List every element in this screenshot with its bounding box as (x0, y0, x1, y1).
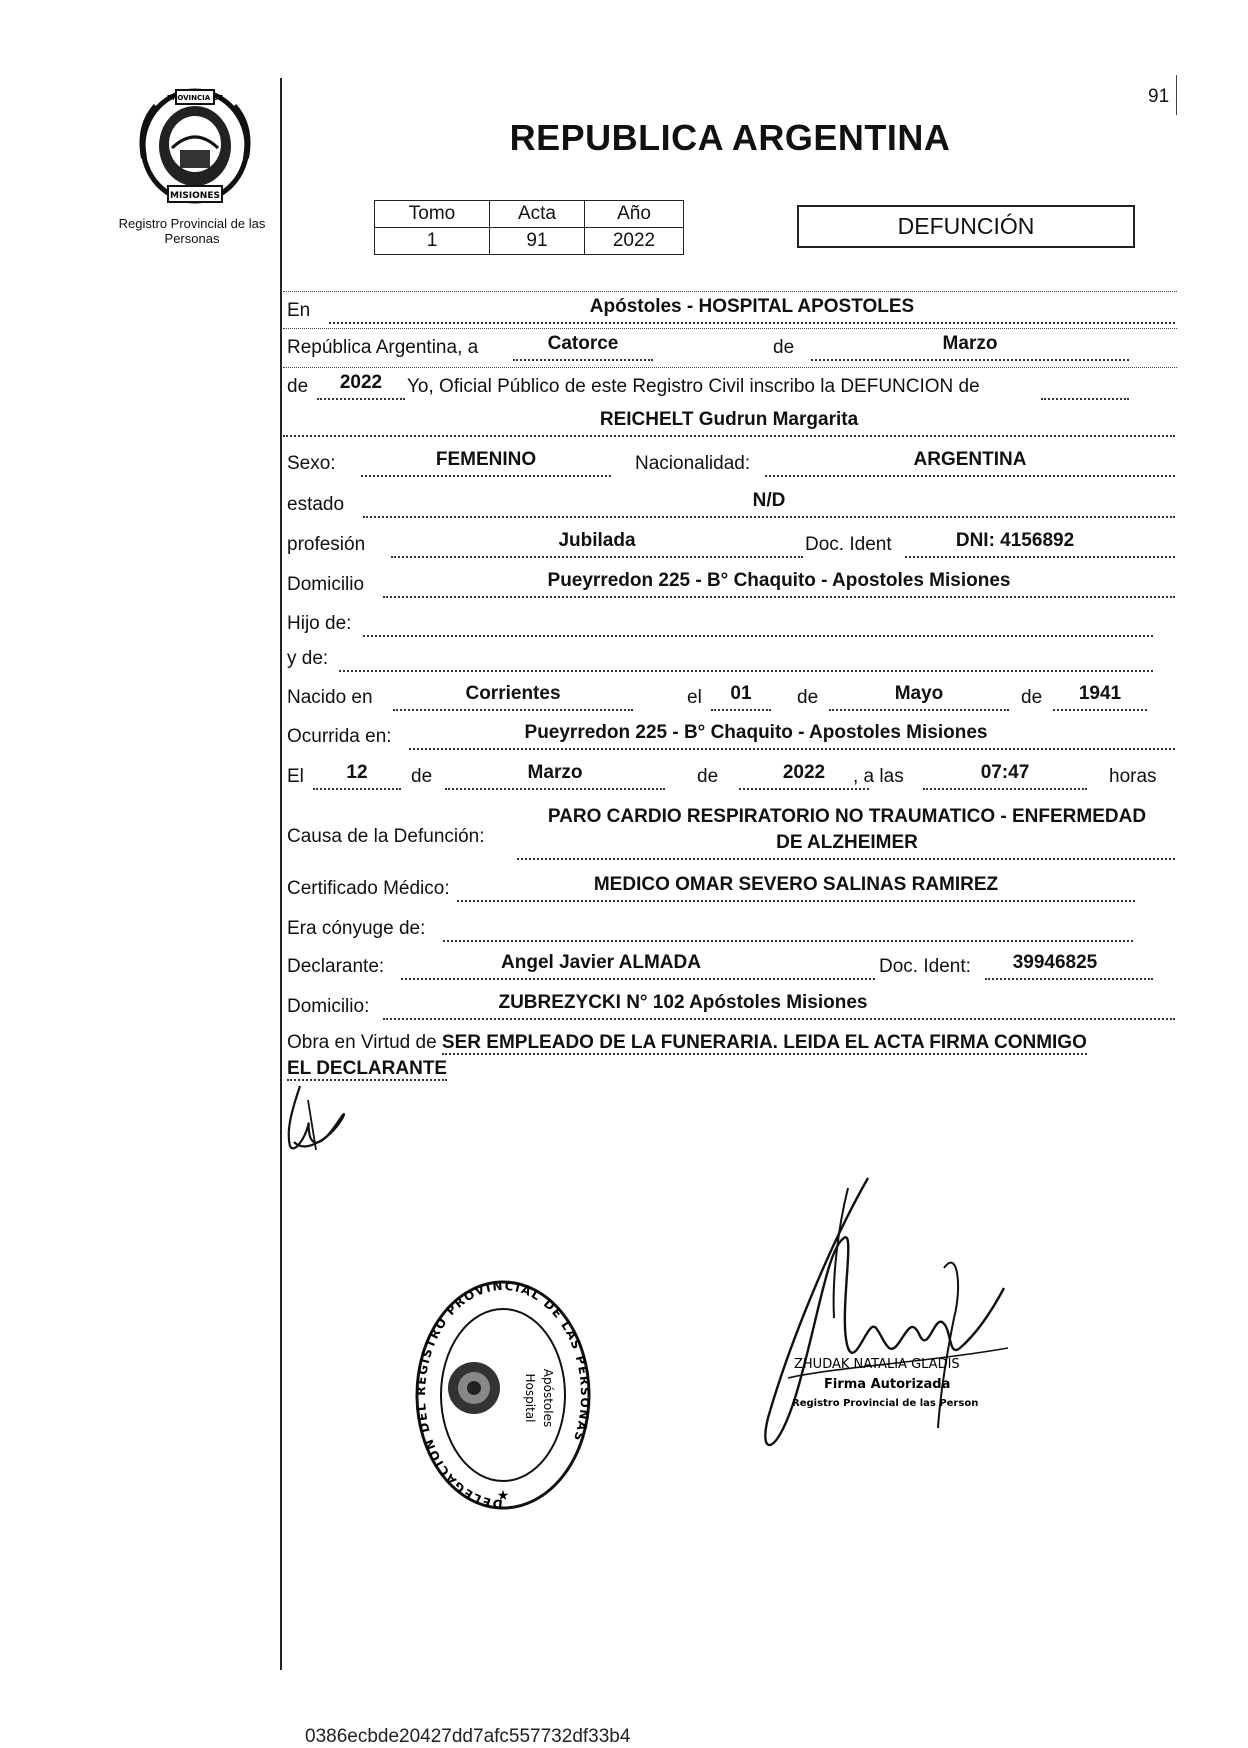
label-certificado: Certificado Médico: (287, 878, 450, 899)
label-conyuge: Era cónyuge de: (287, 918, 426, 939)
fill-line (329, 322, 1175, 324)
label-profesion: profesión (287, 534, 366, 555)
label-obra-en-virtud: Obra en Virtud de (287, 1032, 437, 1053)
fill-line (361, 475, 611, 477)
row-place (283, 291, 1177, 328)
value-cause-line1: PARO CARDIO RESPIRATORIO NO TRAUMATICO - ENFERMEDAD (547, 806, 1147, 827)
fill-line (383, 1018, 1175, 1020)
fill-line (1041, 398, 1129, 400)
value-declarant-address: ZUBREZYCKI N° 102 Apóstoles Misiones (498, 992, 868, 1013)
label-de: de (797, 687, 819, 708)
value-virtue-line2: EL DECLARANTE (287, 1058, 448, 1079)
fill-line (409, 748, 1175, 750)
declarant-signature (282, 1080, 362, 1160)
value-declarant-document: 39946825 (1012, 952, 1098, 973)
label-nacido-en: Nacido en (287, 687, 373, 708)
value-death-day: 12 (346, 762, 368, 783)
value-birth-place: Corrientes (465, 683, 561, 704)
row-father (283, 605, 1177, 641)
table-value-anio: 2022 (585, 228, 684, 255)
row-civil-status (283, 486, 1177, 522)
value-birth-month: Mayo (894, 683, 944, 704)
value-virtue-line1: SER EMPLEADO DE LA FUNERARIA. LEIDA EL ACTA FIRMA CONMIGO (441, 1032, 1087, 1053)
page-number: 91 (1148, 86, 1170, 107)
fill-line (739, 788, 869, 790)
row-sex-nationality (283, 445, 1177, 481)
row-virtue (287, 1030, 1181, 1082)
fill-line (363, 516, 1175, 518)
value-profession: Jubilada (558, 530, 636, 551)
label-causa: Causa de la Defunción: (287, 826, 485, 847)
value-death-month: Marzo (527, 762, 583, 783)
stamp-inner-text-1: Hospital (523, 1373, 537, 1423)
signature-role: Firma Autorizada (824, 1377, 951, 1392)
seal-text-bottom: MISIONES (170, 191, 220, 201)
signature-office: Registro Provincial de las Person (792, 1398, 979, 1409)
fill-line (923, 788, 1087, 790)
row-medical-certificate (283, 870, 1177, 906)
row-address (283, 566, 1177, 602)
fill-line (711, 709, 771, 711)
stamp-inner-text-2: Apóstoles (541, 1368, 555, 1428)
row-death-date (283, 758, 1177, 794)
value-civil-status: N/D (752, 490, 786, 511)
fill-line (401, 978, 875, 980)
value-death-place: Pueyrredon 225 - B° Chaquito - Apostoles Misiones (524, 722, 988, 743)
fill-line (457, 900, 1135, 902)
label-a-las: , a las (853, 766, 904, 787)
value-birth-year: 1941 (1078, 683, 1122, 704)
label-el: el (687, 687, 702, 708)
record-type-box: DEFUNCIÓN (797, 205, 1135, 248)
label-estado: estado (287, 494, 345, 515)
value-death-year: 2022 (782, 762, 826, 783)
label-sexo: Sexo: (287, 453, 336, 474)
label-hijo-de: Hijo de: (287, 613, 352, 634)
value-nationality: ARGENTINA (913, 449, 1027, 470)
fill-line (339, 670, 1153, 672)
table-header-acta: Acta (490, 201, 585, 228)
label-de: de (287, 376, 309, 397)
label-declarante: Declarante: (287, 956, 385, 977)
label-domicilio: Domicilio (287, 574, 365, 595)
value-death-time: 07:47 (980, 762, 1030, 783)
row-mother (283, 640, 1177, 676)
value-declarant: Angel Javier ALMADA (501, 952, 701, 973)
table-value-acta: 91 (490, 228, 585, 255)
fill-line (985, 978, 1153, 980)
left-margin-line (280, 78, 282, 1670)
value-year: 2022 (339, 372, 383, 393)
star-icon: ★ (496, 1487, 510, 1503)
fill-line (313, 788, 401, 790)
row-cause (283, 802, 1177, 864)
value-deceased-name: REICHELT Gudrun Margarita (599, 409, 859, 430)
value-place: Apóstoles - HOSPITAL APOSTOLES (589, 296, 915, 317)
value-sex: FEMENINO (435, 449, 537, 470)
row-declarant (283, 948, 1177, 984)
row-profession (283, 526, 1177, 562)
fill-line (829, 709, 1009, 711)
label-doc-ident: Doc. Ident: (879, 956, 971, 977)
fill-line (443, 940, 1133, 942)
row-deceased-name (283, 405, 1177, 441)
row-birth (283, 679, 1177, 715)
label-domicilio: Domicilio: (287, 996, 370, 1017)
label-republica: República Argentina, a (287, 337, 479, 358)
fill-line (393, 709, 633, 711)
seal-text-top: PROVINCIA DE (166, 94, 224, 102)
registry-caption: Registro Provincial de las Personas (118, 216, 266, 246)
fill-line (363, 635, 1153, 637)
fill-line (383, 596, 1175, 598)
label-de: de (411, 766, 433, 787)
row-death-place (283, 718, 1177, 754)
fill-line (905, 556, 1175, 558)
document-hash: 0386ecbde20427dd7afc557732df33b4 (305, 1726, 631, 1747)
value-medical-certificate: MEDICO OMAR SEVERO SALINAS RAMIREZ (593, 874, 999, 895)
label-horas: horas (1109, 766, 1157, 787)
fill-line (1053, 709, 1147, 711)
label-de: de (697, 766, 719, 787)
stamp-ring-text: DELEGACION DEL REGISTRO PROVINCIAL DE LAS PERSONAS (414, 1278, 592, 1512)
value-address: Pueyrredon 225 - B° Chaquito - Apostoles Misiones (547, 570, 1011, 591)
official-signature (748, 1168, 1048, 1468)
fill-line (811, 359, 1129, 361)
label-y-de: y de: (287, 648, 329, 669)
fill-line (445, 788, 665, 790)
value-document: DNI: 4156892 (955, 530, 1075, 551)
table-header-anio: Año (585, 201, 684, 228)
official-stamp (414, 1278, 592, 1513)
label-ocurrida-en: Ocurrida en: (287, 726, 392, 747)
label-el: El (287, 766, 304, 787)
value-birth-day: 01 (730, 683, 752, 704)
label-en: En (287, 300, 311, 321)
fill-line (765, 475, 1175, 477)
fill-line (391, 556, 803, 558)
row-spouse (283, 910, 1177, 946)
label-de: de (1021, 687, 1043, 708)
value-cause-line2: DE ALZHEIMER (776, 832, 918, 853)
table-header-tomo: Tomo (375, 201, 490, 228)
label-nacionalidad: Nacionalidad: (635, 453, 751, 474)
row-inscription (283, 367, 1177, 404)
fill-line (317, 398, 405, 400)
value-day-words: Catorce (547, 333, 619, 354)
record-table (374, 200, 684, 255)
label-doc-ident: Doc. Ident (805, 534, 892, 555)
fill-line (283, 435, 1175, 437)
provincial-seal-logo (136, 86, 254, 206)
label-inscribo: Yo, Oficial Público de este Registro Civil inscribo la DEFUNCION de (407, 376, 980, 397)
fill-line (513, 359, 653, 361)
row-declarant-address (283, 988, 1177, 1024)
value-month: Marzo (942, 333, 998, 354)
signature-name: ZHUDAK NATALIA GLADIS (794, 1357, 960, 1372)
row-date (283, 328, 1177, 365)
right-margin-mark (1176, 75, 1177, 115)
label-de: de (773, 337, 795, 358)
fill-line (517, 858, 1175, 860)
table-value-tomo: 1 (375, 228, 490, 255)
page-title: REPUBLICA ARGENTINA (509, 117, 951, 158)
